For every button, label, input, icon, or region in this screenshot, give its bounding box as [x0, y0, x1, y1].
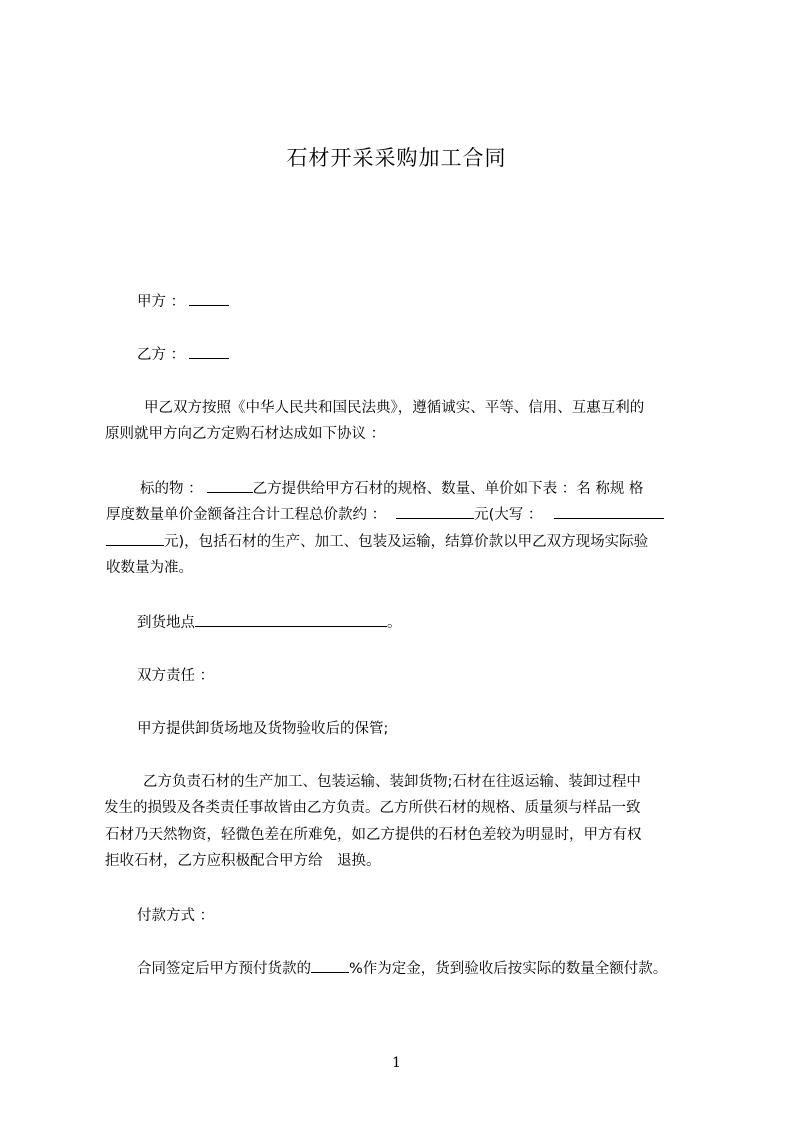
payment-text-start: 合同签定后甲方预付货款的: [137, 961, 311, 977]
party-b-duty-line-4: 拒收石材，乙方应积极配合甲方给 退换。: [105, 853, 381, 869]
total-price-blank[interactable]: [396, 503, 474, 519]
uppercase-blank-1[interactable]: [554, 503, 664, 519]
party-a-duty: 甲方提供卸货场地及货物验收后的保管;: [137, 721, 389, 737]
party-a-line: [137, 290, 229, 314]
deposit-percent-blank[interactable]: [311, 957, 349, 973]
subject-line-1: [140, 477, 643, 501]
intro-line-1: 甲乙双方按照《中华人民共和国民法典》，遵循诚实、平等、信用、互惠互利的: [144, 400, 645, 416]
subject-line-4: 收数量为准。: [106, 560, 193, 576]
party-b-duty-line-3: 石材乃天然物资，轻微色差在所难免，如乙方提供的石材色差较为明显时，甲方有权: [105, 827, 642, 843]
party-b-blank[interactable]: [189, 343, 229, 359]
delivery-end: 。: [387, 615, 402, 631]
payment-text-end: %作为定金，货到验收后按实际的数量全额付款。: [349, 961, 668, 977]
party-b-label: 乙方 ：: [137, 347, 186, 363]
delivery-line: [137, 611, 402, 635]
contract-title: 石材开采采购加工合同: [286, 146, 507, 170]
party-b-duty-line-1: 乙方负责石材的生产加工、包装运输、装卸货物;石材在往返运输、装卸过程中: [143, 774, 641, 790]
page-number: 1: [392, 1055, 401, 1071]
subject-blank[interactable]: [207, 477, 253, 493]
subject-label: 标的物 ：: [140, 481, 203, 497]
delivery-blank[interactable]: [195, 611, 387, 627]
party-b-line: [137, 343, 229, 367]
payment-line: [137, 957, 667, 981]
subject-spec-text: 乙方提供给甲方石材的规格、数量、单价如下表 ：名 称规 格: [252, 481, 644, 497]
uppercase-label: 元(大写 ：: [474, 507, 543, 523]
delivery-label: 到货地点: [137, 615, 195, 631]
subject-line-3-text: 元)，包括石材的生产、加工、包装及运输，结算价款以甲乙双方现场实际验: [164, 534, 649, 550]
uppercase-blank-2[interactable]: [106, 530, 164, 546]
party-a-label: 甲方 ：: [137, 294, 186, 310]
subject-line-2: [106, 503, 664, 527]
payment-heading: 付款方式 ：: [137, 908, 215, 924]
party-b-duty-line-2: 发生的损毁及各类责任事故皆由乙方负责。乙方所供石材的规格、质量须与样品一致: [104, 800, 641, 816]
subject-line-3: [106, 530, 648, 554]
intro-line-2: 原则就甲方向乙方定购石材达成如下协议 ：: [105, 426, 386, 442]
responsibilities-heading: 双方责任 ：: [137, 668, 215, 684]
total-price-label: 厚度数量单价金额备注合计工程总价款约 ：: [106, 507, 387, 523]
party-a-blank[interactable]: [189, 290, 229, 306]
